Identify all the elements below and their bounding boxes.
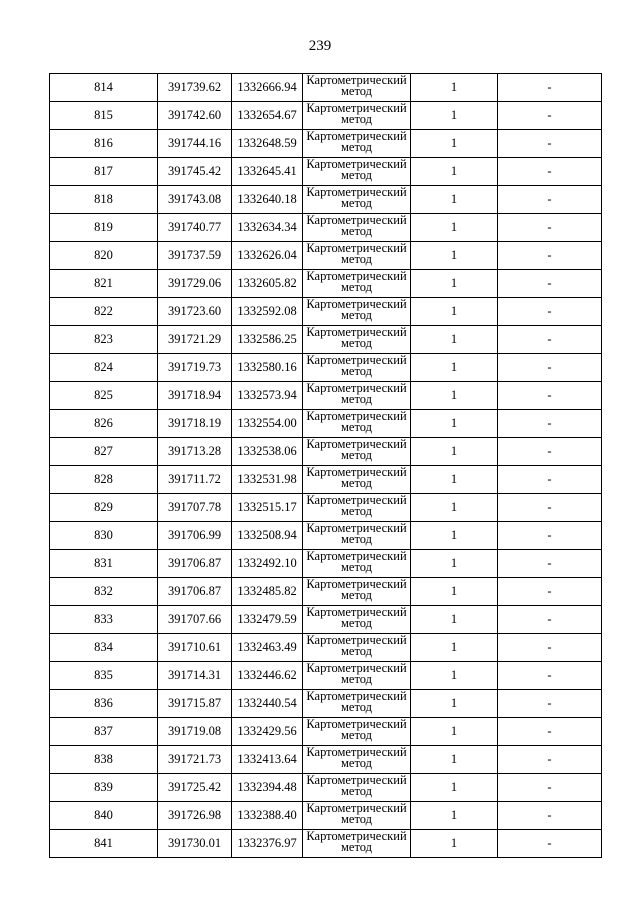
- note-cell: -: [498, 438, 602, 466]
- y-coordinate-cell: 1332648.59: [232, 130, 303, 158]
- note-cell: -: [498, 662, 602, 690]
- method-cell: [303, 466, 411, 494]
- note-cell: -: [498, 718, 602, 746]
- table-row: [50, 102, 602, 130]
- point-number-cell: 835: [50, 662, 158, 690]
- method-text-line1: Картометрический: [306, 437, 407, 451]
- note-cell: -: [498, 354, 602, 382]
- x-coordinate-cell: 391706.87: [158, 550, 232, 578]
- table-row: [50, 550, 602, 578]
- method-text-line1: Картометрический: [306, 717, 407, 731]
- y-coordinate-cell: 1332605.82: [232, 270, 303, 298]
- point-number-cell: 832: [50, 578, 158, 606]
- accuracy-cell: 1: [411, 494, 498, 522]
- page-number: 239: [308, 38, 332, 54]
- method-cell: [303, 494, 411, 522]
- x-coordinate-cell: 391726.98: [158, 802, 232, 830]
- method-text-line1: Картометрический: [306, 801, 407, 815]
- point-number-cell: 831: [50, 550, 158, 578]
- y-coordinate-cell: 1332394.48: [232, 774, 303, 802]
- point-number-cell: 834: [50, 634, 158, 662]
- point-number-cell: 838: [50, 746, 158, 774]
- x-coordinate-cell: 391719.08: [158, 718, 232, 746]
- point-number-cell: 837: [50, 718, 158, 746]
- x-coordinate-cell: 391715.87: [158, 690, 232, 718]
- coordinates-table: [49, 73, 602, 858]
- method-text-line2: метод: [340, 364, 372, 378]
- point-number-cell: 820: [50, 242, 158, 270]
- note-cell: -: [498, 74, 602, 102]
- accuracy-cell: 1: [411, 214, 498, 242]
- y-coordinate-cell: 1332531.98: [232, 466, 303, 494]
- note-cell: -: [498, 158, 602, 186]
- method-cell: [303, 634, 411, 662]
- note-cell: -: [498, 102, 602, 130]
- method-cell: [303, 774, 411, 802]
- point-number-cell: 821: [50, 270, 158, 298]
- note-cell: -: [498, 494, 602, 522]
- method-text-line2: метод: [340, 532, 372, 546]
- method-text-line2: метод: [340, 560, 372, 574]
- x-coordinate-cell: 391721.73: [158, 746, 232, 774]
- x-coordinate-cell: 391725.42: [158, 774, 232, 802]
- table-row: [50, 214, 602, 242]
- accuracy-cell: 1: [411, 830, 498, 858]
- method-text-line2: метод: [340, 392, 372, 406]
- accuracy-cell: 1: [411, 410, 498, 438]
- point-number-cell: 819: [50, 214, 158, 242]
- method-text-line2: метод: [340, 112, 372, 126]
- x-coordinate-cell: 391711.72: [158, 466, 232, 494]
- method-cell: [303, 382, 411, 410]
- note-cell: -: [498, 382, 602, 410]
- method-text-line2: метод: [340, 224, 372, 238]
- method-text-line1: Картометрический: [306, 829, 407, 843]
- note-cell: -: [498, 298, 602, 326]
- accuracy-cell: 1: [411, 690, 498, 718]
- table-row: [50, 606, 602, 634]
- y-coordinate-cell: 1332492.10: [232, 550, 303, 578]
- method-text-line1: Картометрический: [306, 101, 407, 115]
- method-text-line2: метод: [340, 812, 372, 826]
- x-coordinate-cell: 391744.16: [158, 130, 232, 158]
- method-cell: [303, 746, 411, 774]
- accuracy-cell: 1: [411, 242, 498, 270]
- method-cell: [303, 130, 411, 158]
- x-coordinate-cell: 391721.29: [158, 326, 232, 354]
- table-row: [50, 186, 602, 214]
- note-cell: -: [498, 746, 602, 774]
- x-coordinate-cell: 391743.08: [158, 186, 232, 214]
- method-text-line2: метод: [340, 168, 372, 182]
- y-coordinate-cell: 1332634.34: [232, 214, 303, 242]
- y-coordinate-cell: 1332440.54: [232, 690, 303, 718]
- table-row: [50, 802, 602, 830]
- y-coordinate-cell: 1332592.08: [232, 298, 303, 326]
- table-row: [50, 774, 602, 802]
- x-coordinate-cell: 391718.19: [158, 410, 232, 438]
- table-row: [50, 270, 602, 298]
- method-cell: [303, 606, 411, 634]
- method-text-line1: Картометрический: [306, 773, 407, 787]
- method-text-line1: Картометрический: [306, 605, 407, 619]
- method-cell: [303, 214, 411, 242]
- point-number-cell: 814: [50, 74, 158, 102]
- method-cell: [303, 830, 411, 858]
- method-text-line1: Картометрический: [306, 241, 407, 255]
- y-coordinate-cell: 1332479.59: [232, 606, 303, 634]
- note-cell: -: [498, 802, 602, 830]
- point-number-cell: 833: [50, 606, 158, 634]
- method-text-line2: метод: [340, 840, 372, 854]
- y-coordinate-cell: 1332485.82: [232, 578, 303, 606]
- note-cell: -: [498, 214, 602, 242]
- method-cell: [303, 438, 411, 466]
- method-cell: [303, 242, 411, 270]
- method-cell: [303, 298, 411, 326]
- method-text-line1: Картометрический: [306, 661, 407, 675]
- method-cell: [303, 186, 411, 214]
- method-text-line2: метод: [340, 616, 372, 630]
- table-row: [50, 382, 602, 410]
- point-number-cell: 827: [50, 438, 158, 466]
- method-cell: [303, 690, 411, 718]
- y-coordinate-cell: 1332654.67: [232, 102, 303, 130]
- x-coordinate-cell: 391742.60: [158, 102, 232, 130]
- method-text-line1: Картометрический: [306, 325, 407, 339]
- x-coordinate-cell: 391723.60: [158, 298, 232, 326]
- table-row: [50, 242, 602, 270]
- accuracy-cell: 1: [411, 382, 498, 410]
- point-number-cell: 839: [50, 774, 158, 802]
- accuracy-cell: 1: [411, 354, 498, 382]
- note-cell: -: [498, 830, 602, 858]
- point-number-cell: 829: [50, 494, 158, 522]
- method-cell: [303, 578, 411, 606]
- method-text-line1: Картометрический: [306, 213, 407, 227]
- table-row: [50, 830, 602, 858]
- note-cell: -: [498, 522, 602, 550]
- point-number-cell: 818: [50, 186, 158, 214]
- method-text-line2: метод: [340, 448, 372, 462]
- method-text-line1: Картометрический: [306, 549, 407, 563]
- x-coordinate-cell: 391729.06: [158, 270, 232, 298]
- point-number-cell: 826: [50, 410, 158, 438]
- table-row: [50, 326, 602, 354]
- method-text-line1: Картометрический: [306, 297, 407, 311]
- method-text-line1: Картометрический: [306, 129, 407, 143]
- method-cell: [303, 522, 411, 550]
- method-text-line2: метод: [340, 252, 372, 266]
- method-text-line1: Картометрический: [306, 633, 407, 647]
- accuracy-cell: 1: [411, 74, 498, 102]
- point-number-cell: 830: [50, 522, 158, 550]
- method-text-line1: Картометрический: [306, 353, 407, 367]
- point-number-cell: 815: [50, 102, 158, 130]
- accuracy-cell: 1: [411, 270, 498, 298]
- method-text-line2: метод: [340, 644, 372, 658]
- y-coordinate-cell: 1332573.94: [232, 382, 303, 410]
- method-text-line2: метод: [340, 420, 372, 434]
- x-coordinate-cell: 391714.31: [158, 662, 232, 690]
- method-text-line1: Картометрический: [306, 745, 407, 759]
- note-cell: -: [498, 270, 602, 298]
- y-coordinate-cell: 1332586.25: [232, 326, 303, 354]
- accuracy-cell: 1: [411, 466, 498, 494]
- method-text-line2: метод: [340, 140, 372, 154]
- y-coordinate-cell: 1332626.04: [232, 242, 303, 270]
- point-number-cell: 836: [50, 690, 158, 718]
- method-text-line1: Картометрический: [306, 409, 407, 423]
- method-text-line1: Картометрический: [306, 521, 407, 535]
- x-coordinate-cell: 391710.61: [158, 634, 232, 662]
- y-coordinate-cell: 1332538.06: [232, 438, 303, 466]
- method-text-line1: Картометрический: [306, 381, 407, 395]
- table-row: [50, 634, 602, 662]
- note-cell: -: [498, 606, 602, 634]
- method-text-line2: метод: [340, 728, 372, 742]
- method-text-line2: метод: [340, 336, 372, 350]
- method-cell: [303, 102, 411, 130]
- table-row: [50, 466, 602, 494]
- method-text-line2: метод: [340, 504, 372, 518]
- note-cell: -: [498, 466, 602, 494]
- x-coordinate-cell: 391706.87: [158, 578, 232, 606]
- point-number-cell: 816: [50, 130, 158, 158]
- y-coordinate-cell: 1332463.49: [232, 634, 303, 662]
- y-coordinate-cell: 1332388.40: [232, 802, 303, 830]
- method-text-line2: метод: [340, 784, 372, 798]
- point-number-cell: 840: [50, 802, 158, 830]
- accuracy-cell: 1: [411, 298, 498, 326]
- y-coordinate-cell: 1332515.17: [232, 494, 303, 522]
- point-number-cell: 822: [50, 298, 158, 326]
- y-coordinate-cell: 1332645.41: [232, 158, 303, 186]
- note-cell: -: [498, 578, 602, 606]
- method-text-line1: Картометрический: [306, 689, 407, 703]
- y-coordinate-cell: 1332376.97: [232, 830, 303, 858]
- table-row: [50, 130, 602, 158]
- point-number-cell: 841: [50, 830, 158, 858]
- x-coordinate-cell: 391713.28: [158, 438, 232, 466]
- method-cell: [303, 158, 411, 186]
- accuracy-cell: 1: [411, 186, 498, 214]
- method-cell: [303, 718, 411, 746]
- method-text-line2: метод: [340, 588, 372, 602]
- method-text-line1: Картометрический: [306, 465, 407, 479]
- method-cell: [303, 662, 411, 690]
- method-text-line2: метод: [340, 476, 372, 490]
- y-coordinate-cell: 1332666.94: [232, 74, 303, 102]
- x-coordinate-cell: 391719.73: [158, 354, 232, 382]
- x-coordinate-cell: 391707.66: [158, 606, 232, 634]
- method-cell: [303, 410, 411, 438]
- method-text-line2: метод: [340, 196, 372, 210]
- point-number-cell: 828: [50, 466, 158, 494]
- y-coordinate-cell: 1332554.00: [232, 410, 303, 438]
- note-cell: -: [498, 550, 602, 578]
- table-row: [50, 690, 602, 718]
- accuracy-cell: 1: [411, 158, 498, 186]
- y-coordinate-cell: 1332429.56: [232, 718, 303, 746]
- y-coordinate-cell: 1332446.62: [232, 662, 303, 690]
- method-text-line2: метод: [340, 308, 372, 322]
- note-cell: -: [498, 634, 602, 662]
- y-coordinate-cell: 1332508.94: [232, 522, 303, 550]
- note-cell: -: [498, 130, 602, 158]
- x-coordinate-cell: 391739.62: [158, 74, 232, 102]
- accuracy-cell: 1: [411, 746, 498, 774]
- table-row: [50, 494, 602, 522]
- table-row: [50, 74, 602, 102]
- point-number-cell: 823: [50, 326, 158, 354]
- table-row: [50, 158, 602, 186]
- method-cell: [303, 802, 411, 830]
- table-row: [50, 718, 602, 746]
- point-number-cell: 825: [50, 382, 158, 410]
- note-cell: -: [498, 774, 602, 802]
- method-text-line2: метод: [340, 756, 372, 770]
- y-coordinate-cell: 1332413.64: [232, 746, 303, 774]
- x-coordinate-cell: 391707.78: [158, 494, 232, 522]
- x-coordinate-cell: 391730.01: [158, 830, 232, 858]
- method-text-line1: Картометрический: [306, 157, 407, 171]
- table-row: [50, 662, 602, 690]
- table-row: [50, 410, 602, 438]
- method-cell: [303, 74, 411, 102]
- method-text-line2: метод: [340, 280, 372, 294]
- note-cell: -: [498, 326, 602, 354]
- method-cell: [303, 550, 411, 578]
- method-text-line1: Картометрический: [306, 577, 407, 591]
- table-row: [50, 354, 602, 382]
- table-row: [50, 746, 602, 774]
- x-coordinate-cell: 391718.94: [158, 382, 232, 410]
- accuracy-cell: 1: [411, 606, 498, 634]
- x-coordinate-cell: 391706.99: [158, 522, 232, 550]
- accuracy-cell: 1: [411, 326, 498, 354]
- accuracy-cell: 1: [411, 578, 498, 606]
- method-text-line2: метод: [340, 84, 372, 98]
- table-row: [50, 578, 602, 606]
- note-cell: -: [498, 186, 602, 214]
- accuracy-cell: 1: [411, 802, 498, 830]
- table-row: [50, 522, 602, 550]
- point-number-cell: 824: [50, 354, 158, 382]
- y-coordinate-cell: 1332580.16: [232, 354, 303, 382]
- accuracy-cell: 1: [411, 550, 498, 578]
- method-cell: [303, 354, 411, 382]
- method-cell: [303, 270, 411, 298]
- method-text-line1: Картометрический: [306, 269, 407, 283]
- method-text-line1: Картометрический: [306, 73, 407, 87]
- point-number-cell: 817: [50, 158, 158, 186]
- x-coordinate-cell: 391745.42: [158, 158, 232, 186]
- note-cell: -: [498, 242, 602, 270]
- method-cell: [303, 326, 411, 354]
- accuracy-cell: 1: [411, 130, 498, 158]
- accuracy-cell: 1: [411, 102, 498, 130]
- accuracy-cell: 1: [411, 634, 498, 662]
- method-text-line1: Картометрический: [306, 493, 407, 507]
- x-coordinate-cell: 391740.77: [158, 214, 232, 242]
- table-row: [50, 438, 602, 466]
- method-text-line2: метод: [340, 700, 372, 714]
- note-cell: -: [498, 690, 602, 718]
- accuracy-cell: 1: [411, 718, 498, 746]
- accuracy-cell: 1: [411, 774, 498, 802]
- x-coordinate-cell: 391737.59: [158, 242, 232, 270]
- accuracy-cell: 1: [411, 522, 498, 550]
- note-cell: -: [498, 410, 602, 438]
- method-text-line2: метод: [340, 672, 372, 686]
- accuracy-cell: 1: [411, 438, 498, 466]
- method-text-line1: Картометрический: [306, 185, 407, 199]
- table-body: [50, 74, 602, 858]
- table-row: [50, 298, 602, 326]
- y-coordinate-cell: 1332640.18: [232, 186, 303, 214]
- accuracy-cell: 1: [411, 662, 498, 690]
